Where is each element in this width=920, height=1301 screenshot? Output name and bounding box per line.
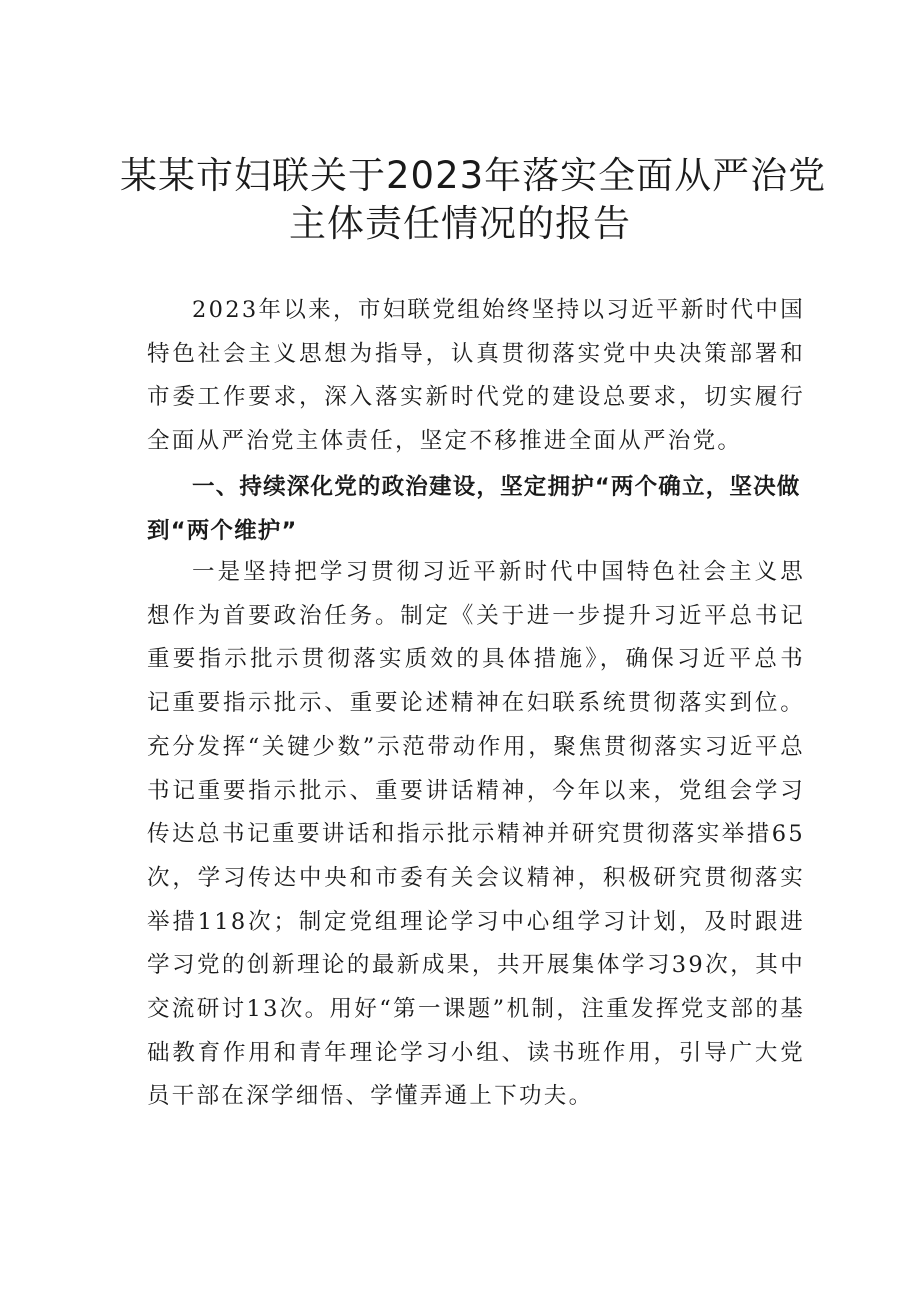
intro-paragraph: 2023年以来，市妇联党组始终坚持以习近平新时代中国特色社会主义思想为指导，认真贯彻落实党中央决策部署和市委工作要求，深入落实新时代党的建设总要求，切实履行全面从严治党主体责任，坚定不移推进全面从严治党。: [147, 297, 805, 455]
section-heading: 一、持续深化党的政治建设，坚定拥护“两个确立，坚决做到“两个维护”: [147, 474, 801, 544]
section-paragraph: 一是坚持把学习贯彻习近平新时代中国特色社会主义思想作为首要政治任务。制定《关于进一步提升习近平总书记重要指示批示贯彻落实质效的具体措施》，确保习近平总书记重要指示批示、重要论述精神在妇联系统贯彻落实到位。充分发挥“关键少数”示范带动作用，聚焦贯彻落实习近平总书记重要指示批示、重要讲话精神，今年以来，党组会学习传达总书记重要讲话和指示批示精神并研究贯彻落实举措65次，学习传达中央和市委有关会议精神，积极研究贯彻落实举措118次；制定党组理论学习中心组学习计划，及时跟进学习党的创新理论的最新成果，共开展集体学习39次，其中交流研讨13次。用好“第一课题”机制，注重发挥党支部的基础教育作用和青年理论学习小组、读书班作用，引导广大党员干部在深学细悟、学懂弄通上下功夫。: [147, 559, 805, 1110]
title-line-2: 主体责任情况的报告: [289, 202, 631, 245]
title-line-1: 某某市妇联关于2023年落实全面从严治党: [120, 154, 827, 197]
document-title: [120, 152, 827, 248]
